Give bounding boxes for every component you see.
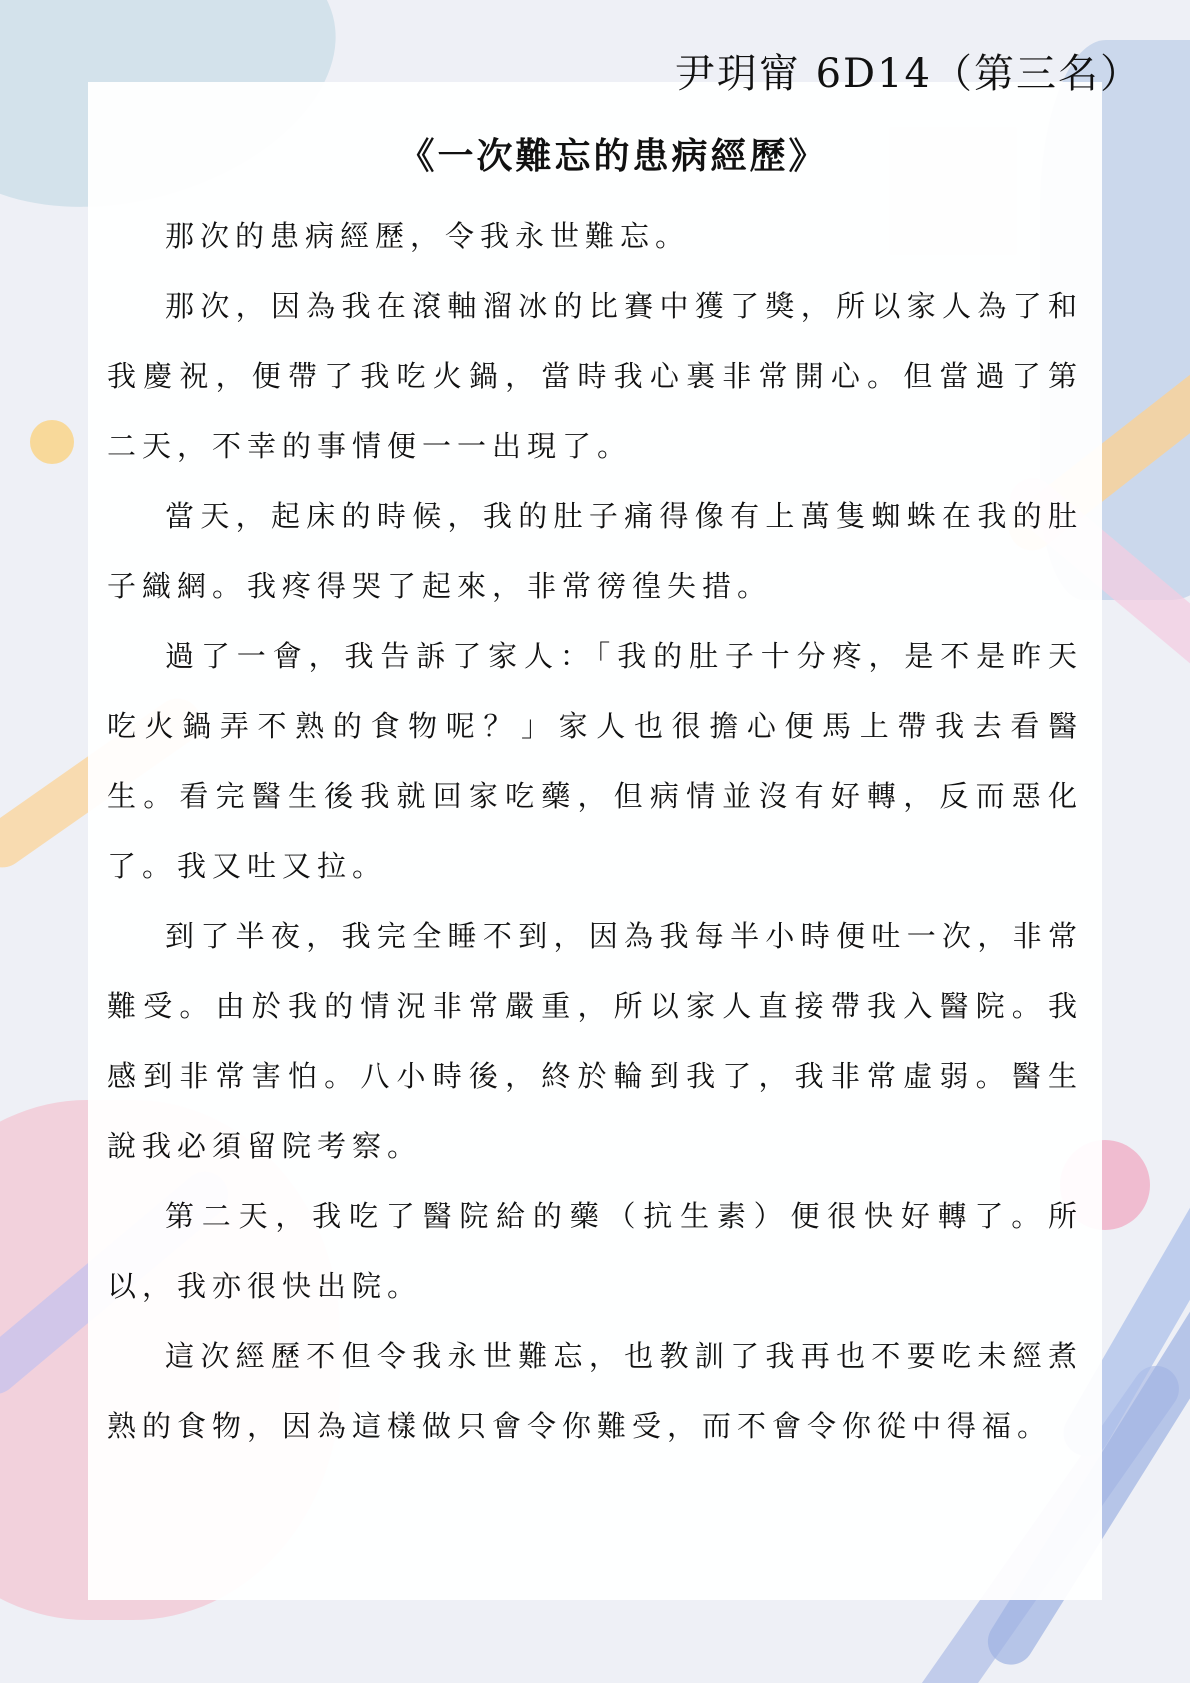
essay-title: 《一次難忘的患病經歷》 — [398, 135, 828, 177]
essay-paragraph: 那次的患病經歷，令我永世難忘。 — [165, 219, 691, 253]
essay-paragraph: 當天，起床的時候，我的肚子痛得像有上萬隻蜘蛛在我的肚子織網。我疼得哭了起來，非常徬徨失措。 — [107, 499, 1083, 603]
author-line: 尹玥甯 6D14（第三名） — [674, 51, 1142, 97]
essay-paragraph: 那次，因為我在滾軸溜冰的比賽中獲了獎，所以家人為了和我慶祝，便帶了我吃火鍋，當時我心裏非常開心。但當過了第二天，不幸的事情便一一出現了。 — [107, 289, 1083, 463]
essay-paragraph: 這次經歷不但令我永世難忘，也教訓了我再也不要吃未經煮熟的食物，因為這樣做只會令你難受，而不會令你從中得福。 — [107, 1339, 1083, 1443]
essay — [107, 128, 1083, 1461]
bg-dot — [30, 420, 74, 464]
essay-paragraph: 到了半夜，我完全睡不到，因為我每半小時便吐一次，非常難受。由於我的情況非常嚴重，所以家人直接帶我入醫院。我感到非常害怕。八小時後，終於輪到我了，我非常虛弱。醫生說我必須留院考察。 — [107, 919, 1083, 1163]
essay-paragraph: 第二天，我吃了醫院給的藥（抗生素）便很快好轉了。所以，我亦很快出院。 — [107, 1199, 1083, 1303]
essay-paragraph: 過了一會，我告訴了家人：「我的肚子十分疼，是不是昨天吃火鍋弄不熟的食物呢？」家人也很擔心便馬上帶我去看醫生。看完醫生後我就回家吃藥，但病情並沒有好轉，反而惡化了。我又吐又拉。 — [107, 639, 1083, 883]
